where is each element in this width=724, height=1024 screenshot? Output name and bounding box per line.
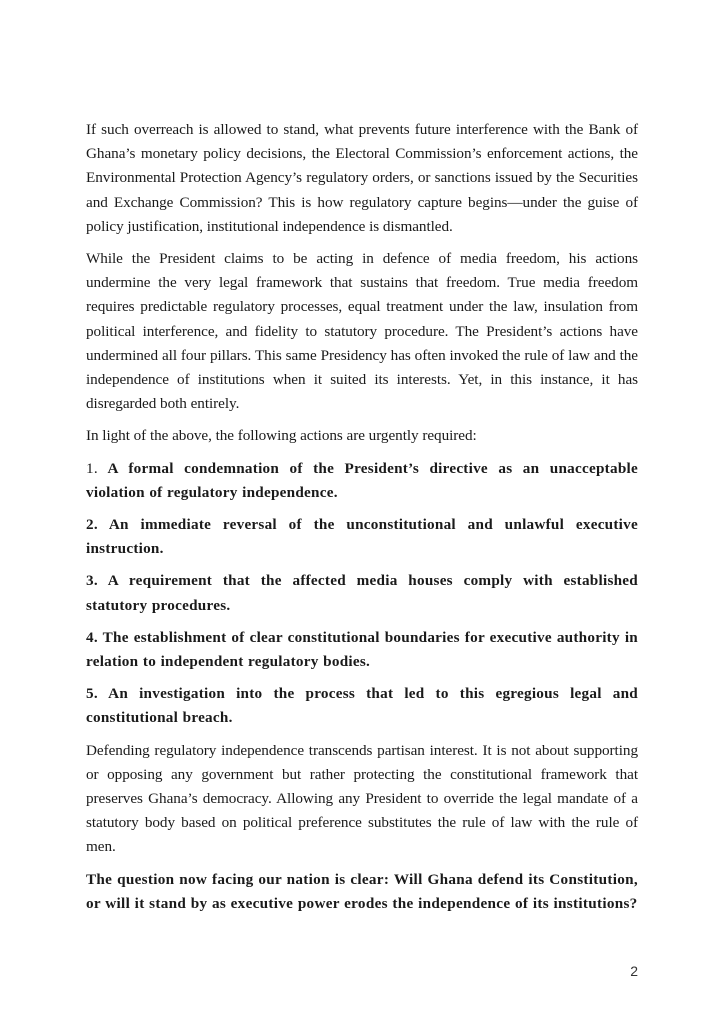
demand-text: A formal condemnation of the President’s directive as an unacceptable violation of regulatory independence. xyxy=(86,459,638,501)
paragraph-overreach: If such overreach is allowed to stand, what prevents future interference with the Bank of Ghana’s monetary policy decisions, the Electoral Commission’s enforcement actions, the Environmental Protection Agency’s regulatory orders, or sanctions issued by the Securities and Exchange Commission? This is how regulatory capture begins—under the guise of policy justification, institutional independence is dismantled. xyxy=(86,121,638,235)
closing-question: The question now facing our nation is clear: Will Ghana defend its Constitution, or will it stand by as executive power erodes the independence of its institutions? xyxy=(86,870,638,912)
paragraph-conclusion: Defending regulatory independence transcends partisan interest. It is not about supporting or opposing any government but rather protecting the constitutional framework that preserves Ghana’s democracy. Allowing any President to override the legal mandate of a statutory body based on political preference substitutes the rule of law with the rule of men. xyxy=(86,741,638,856)
demand-number: 3. xyxy=(86,572,98,590)
demand-number: 2. xyxy=(86,516,98,534)
page-number: 2 xyxy=(630,963,638,979)
demand-number: 4. xyxy=(86,628,98,646)
demand-item-4 xyxy=(86,626,638,674)
demand-text: An immediate reversal of the unconstitutional and unlawful executive instruction. xyxy=(86,516,638,558)
demand-number: 5. xyxy=(86,685,98,703)
demand-text: An investigation into the process that led to this egregious legal and constitutional breach. xyxy=(86,685,638,727)
demand-text: The establishment of clear constitutional boundaries for executive authority in relation to independent regulatory bodies. xyxy=(86,628,638,671)
demand-number: 1. xyxy=(86,459,98,477)
demand-item-3 xyxy=(86,569,638,617)
demand-item-1 xyxy=(86,457,638,505)
demand-item-5 xyxy=(86,682,638,730)
demand-item-2 xyxy=(86,513,638,561)
document-page xyxy=(86,118,638,924)
paragraph-media-freedom: While the President claims to be acting in defence of media freedom, his actions undermine the very legal framework that sustains that freedom. True media freedom requires predictable regulatory processes, equal treatment under the law, insulation from political interference, and fidelity to statutory procedure. The President’s actions have undermined all four pillars. This same Presidency has often invoked the rule of law and the independence of institutions when it suited its interests. Yet, in this instance, it has disregarded both entirely. xyxy=(86,250,638,413)
paragraph-actions-intro: In light of the above, the following actions are urgently required: xyxy=(86,427,477,445)
demand-text: A requirement that the affected media houses comply with established statutory procedures. xyxy=(86,572,638,614)
